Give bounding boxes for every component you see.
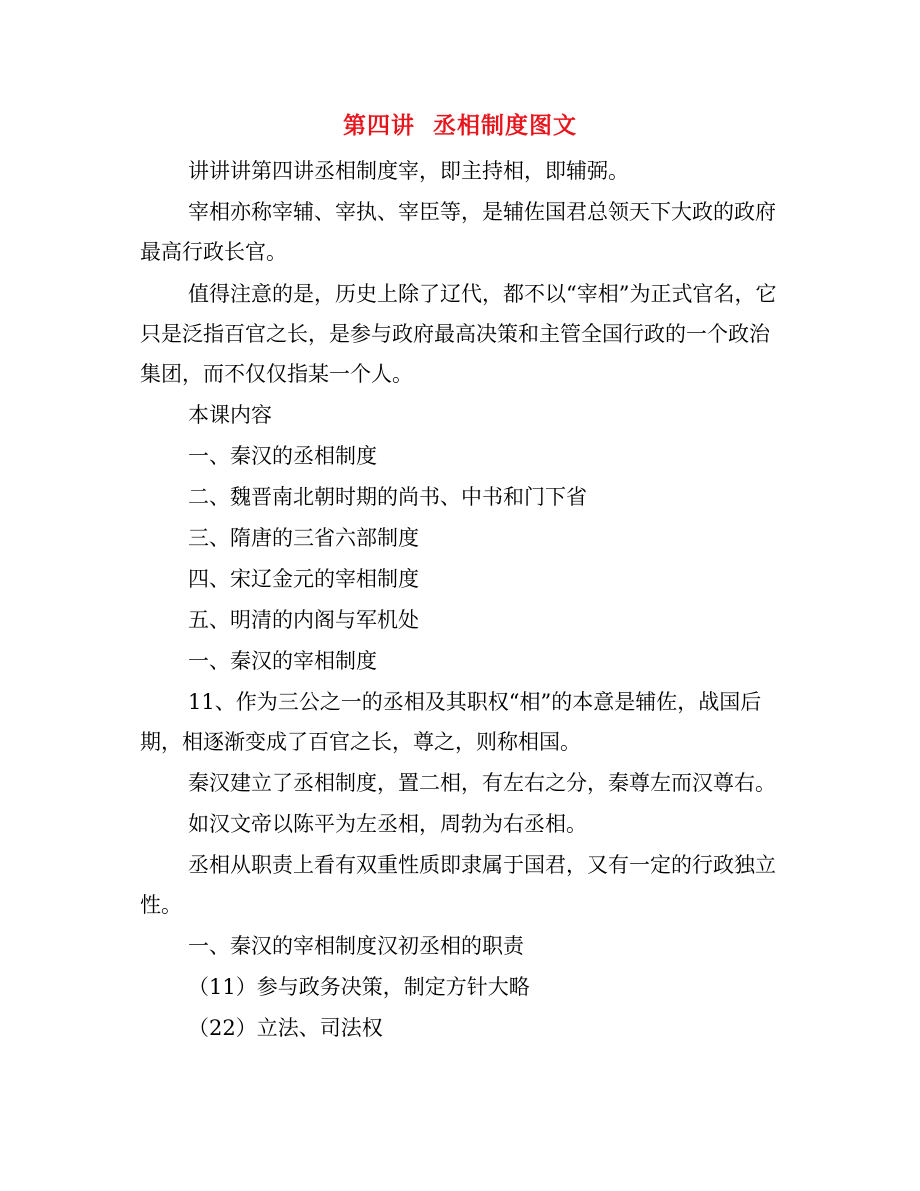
contents-item-1: 一、秦汉的丞相制度: [188, 444, 377, 468]
section-heading-duties: 一、秦汉的宰相制度汉初丞相的职责: [188, 934, 524, 958]
contents-item-4: 四、宋辽金元的宰相制度: [188, 567, 419, 591]
duty-item-1: （11）参与政务决策，制定方针大略: [188, 975, 530, 999]
paragraph-definition: 宰相亦称宰辅、宰执、宰臣等，是辅佐国君总领天下大政的政府最高行政长官。: [140, 200, 776, 264]
paragraph-contents-heading: 本课内容: [188, 403, 272, 427]
contents-item-3: 三、隋唐的三省六部制度: [188, 526, 419, 550]
paragraph-dual-nature: 丞相从职责上看有双重性质即隶属于国君，又有一定的行政独立性。: [140, 853, 776, 917]
paragraph-note: 值得注意的是，历史上除了辽代，都不以“宰相”为正式官名，它只是泛指百官之长，是参与政府最高决策和主管全国行政的一个政治集团，而不仅仅指某一个人。: [140, 282, 777, 386]
duty-item-2: （22）立法、司法权: [188, 1016, 383, 1040]
paragraph-chancellor-origin: 11、作为三公之一的丞相及其职权“相”的本意是辅佐，战国后期，相逐渐变成了百官之长，尊之，则称相国。: [140, 690, 762, 754]
contents-item-2: 二、魏晋南北朝时期的尚书、中书和门下省: [188, 485, 587, 509]
paragraph-example: 如汉文帝以陈平为左丞相，周勃为右丞相。: [188, 812, 587, 836]
contents-item-5: 五、明清的内阁与军机处: [188, 608, 419, 632]
paragraph-two-chancellors: 秦汉建立了丞相制度，置二相，有左右之分，秦尊左而汉尊右。: [188, 771, 776, 795]
section-heading-qin-han: 一、秦汉的宰相制度: [188, 649, 377, 673]
paragraph-intro: 讲讲讲第四讲丞相制度宰，即主持相，即辅弼。: [188, 159, 629, 183]
document-title: 第四讲 丞相制度图文: [342, 112, 577, 139]
